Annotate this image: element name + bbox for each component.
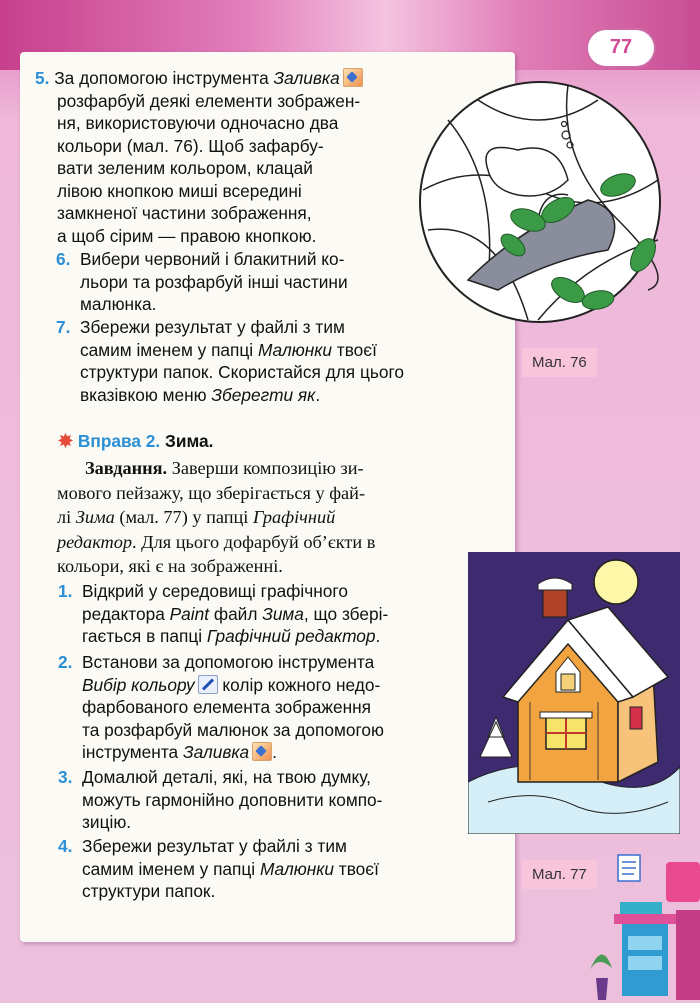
fill-tool-icon: [343, 68, 363, 87]
tool-name: Заливка: [273, 68, 340, 88]
step-2: [58, 651, 462, 764]
step-text: інструмента: [82, 742, 183, 762]
step-text: вати зеленим кольором, клацай: [57, 158, 313, 178]
coloring-figure-76: [418, 80, 663, 325]
exercise-label: Вправа 2.: [77, 431, 161, 451]
figure-76-caption: Мал. 76: [522, 348, 597, 377]
task-text: лі: [57, 507, 76, 527]
task-text: Заверши композицію зи-: [171, 458, 364, 478]
step-text: .: [375, 626, 381, 646]
task-paragraph: [57, 456, 497, 579]
step-text: , що зберi-: [303, 603, 389, 624]
file-name: Зима: [262, 603, 304, 624]
page-number: 77: [609, 36, 633, 58]
menu-command: Зберегти як: [211, 384, 316, 405]
folder-name: Малюнки: [257, 339, 332, 360]
step-text: Домалюй деталі, які, на твою думку,: [82, 767, 371, 787]
page-number-badge: [588, 30, 654, 66]
task-text: кольори, які є на зображенні.: [57, 556, 283, 576]
step-text: та розфарбуй малюнок за допомогою: [82, 719, 384, 740]
step-text: замкненої частини зображення,: [57, 203, 312, 223]
step-1: [58, 580, 462, 648]
step-number: 5.: [35, 68, 50, 88]
winter-house-figure-77: [468, 552, 680, 834]
step-text: можуть гармонійно доповнити компо-: [82, 789, 383, 810]
exercise-title: Зима.: [165, 431, 214, 451]
step-3: [58, 766, 462, 834]
step-7: [56, 316, 500, 406]
folder-name: редактор: [57, 531, 132, 552]
step-text: .: [272, 742, 277, 762]
step-text: розфарбуй деякі елементи зображен-: [57, 90, 361, 111]
step-number: 3.: [58, 767, 73, 787]
step-number: 2.: [58, 652, 73, 672]
step-text: твоєї: [333, 858, 379, 879]
step-4: [58, 835, 502, 903]
step-number: 1.: [58, 581, 73, 601]
step-6: [56, 248, 440, 316]
step-text: твоєї: [331, 339, 377, 360]
step-text: кольори (мал. 76). Щоб зафарбу-: [57, 135, 324, 156]
step-text: вказівкою меню: [80, 384, 212, 405]
star-icon: ✸: [58, 431, 74, 451]
step-text: Збережи результат у файлі з тим: [82, 836, 347, 856]
step-number: 7.: [56, 317, 71, 337]
step-text: Вибери червоний і блакитний ко-: [80, 249, 345, 269]
step-text: колір кожного недо-: [217, 674, 381, 695]
fill-tool-icon: [252, 742, 272, 761]
step-text: .: [315, 384, 321, 405]
step-text: ня, використовуючи одночасно два: [57, 113, 339, 133]
step-text: малюнка.: [80, 294, 157, 314]
step-text: зицію.: [82, 812, 132, 832]
step-text: Встанови за допомогою інструмента: [82, 652, 375, 672]
step-text: фарбованого елемента зображення: [82, 697, 372, 717]
step-text: Збережи результат у файлі з тим: [80, 317, 345, 337]
figure-77-caption: Мал. 77: [522, 860, 597, 889]
color-picker-icon: [198, 675, 218, 694]
step-text: структури папок.: [82, 881, 216, 901]
step-text: самим іменем у папці: [80, 339, 258, 360]
tool-name: Вибір кольору: [82, 674, 195, 695]
tool-name: Заливка: [182, 742, 250, 762]
app-name: Paint: [169, 603, 210, 624]
folder-name: Графічний редактор: [206, 626, 376, 646]
exercise-2-heading: [58, 430, 213, 453]
desk-illustration: [588, 850, 700, 1003]
step-text: Відкрий у середовищі графічного: [82, 581, 348, 601]
step-text: редактора: [82, 603, 170, 624]
folder-name: Малюнки: [259, 858, 334, 879]
step-text: файл: [209, 603, 263, 624]
step-text: гається в папці: [82, 626, 207, 646]
step-text: а щоб сірим — правою кнопкою.: [57, 225, 317, 246]
file-name: Зима: [75, 507, 115, 527]
step-text: самим іменем у папці: [82, 858, 260, 879]
folder-name: Графічний: [252, 507, 336, 527]
step-text: структури папок. Скористайся для цього: [80, 362, 404, 382]
step-text: лівою кнопкою миші всередині: [57, 180, 302, 201]
step-text: льори та розфарбуй інші частини: [80, 271, 348, 292]
step-5: [35, 67, 477, 247]
task-text: мового пейзажу, що зберігається у фай-: [57, 482, 366, 503]
task-label: Завдання.: [85, 458, 168, 478]
task-text: (мал. 77) у папці: [114, 507, 253, 527]
step-number: 6.: [56, 249, 71, 269]
step-number: 4.: [58, 836, 73, 856]
step-text: За допомогою інструмента: [54, 68, 274, 88]
task-text: . Для цього дофарбуй об’єкти в: [131, 531, 376, 552]
